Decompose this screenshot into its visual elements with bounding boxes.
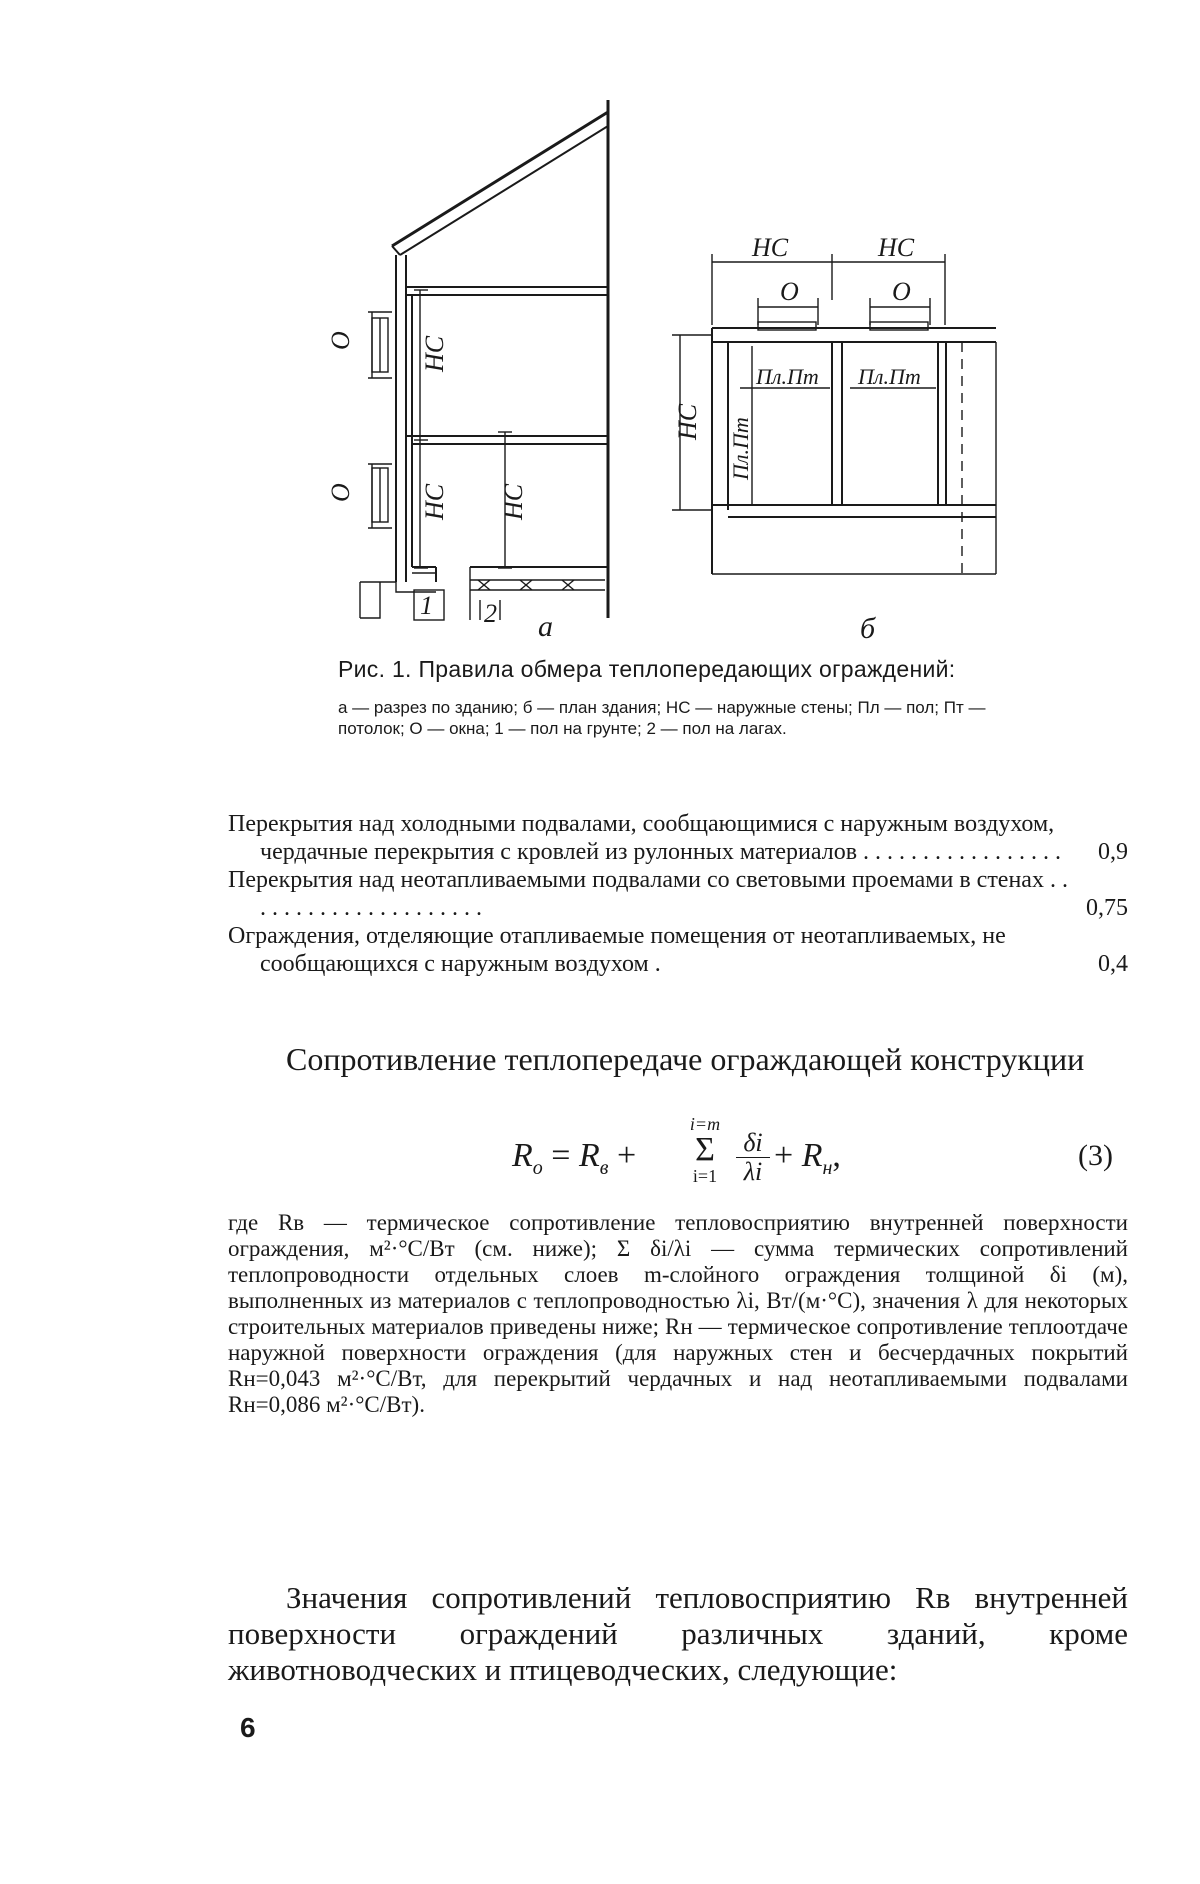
label-hs-long: НС bbox=[499, 483, 528, 520]
coefficient-text: Ограждения, отделяющие отапливаемые помещения от неотапливаемых, не сообщающихся с наружным воздухом . bbox=[228, 923, 1006, 977]
label-plpt-left: Пл.Пт bbox=[756, 364, 819, 389]
label-hs-lower: НС bbox=[420, 483, 449, 520]
paragraph-values-intro: Значения сопротивлений тепловосприятию Rв внутренней поверхности ограждений различных зданий, кроме животноводческих и птицеводческих, следующие: bbox=[228, 1580, 1128, 1687]
label-a: а bbox=[538, 610, 553, 640]
label-o-lower: О bbox=[326, 483, 355, 502]
coefficient-list bbox=[228, 810, 1128, 978]
label-o-right: О bbox=[892, 277, 911, 306]
label-o-left: О bbox=[780, 277, 799, 306]
label-hs-top-right: НС bbox=[878, 233, 915, 262]
plan-view-b bbox=[672, 233, 996, 640]
coefficient-value: 0,75 bbox=[1086, 895, 1128, 921]
label-b: б bbox=[860, 612, 876, 640]
formula-3 bbox=[0, 1115, 1200, 1205]
formula-number: (3) bbox=[1078, 1139, 1113, 1172]
label-hs-upper: НС bbox=[420, 335, 449, 372]
coefficient-row bbox=[228, 866, 1128, 922]
label-one: 1 bbox=[420, 591, 433, 620]
label-plpt-vertical: Пл.Пт bbox=[728, 417, 753, 480]
label-hs-top-left: НС bbox=[752, 233, 789, 262]
label-o-upper: О bbox=[326, 331, 355, 350]
coefficient-row bbox=[228, 922, 1128, 978]
formula-rhs: + $R_н$, bbox=[774, 1137, 841, 1179]
coefficient-row bbox=[228, 810, 1128, 866]
label-two: 2 bbox=[484, 599, 497, 628]
label-plpt-right: Пл.Пт bbox=[858, 364, 921, 389]
section-view-a bbox=[326, 100, 608, 640]
figure-drawing bbox=[0, 0, 1200, 640]
coefficient-text: Перекрытия над холодными подвалами, сообщающимися с наружным воздухом, чердачные перекрытия с кровлей из рулонных материалов . . . . . . . . . . . . . . . . . bbox=[228, 811, 1062, 865]
coefficient-value: 0,4 bbox=[1098, 951, 1128, 977]
page-number: 6 bbox=[240, 1712, 256, 1743]
label-hs-left: НС bbox=[673, 403, 702, 440]
coefficient-text: Перекрытия над неотапливаемыми подвалами со световыми проемами в стенах . . . . . . . . . . . . . . . . . . . . . bbox=[228, 867, 1068, 921]
paragraph-resistance-intro: Сопротивление теплопередаче ограждающей конструкции bbox=[286, 1041, 1085, 1077]
formula-sum: i=m Σ i=1 bbox=[689, 1114, 721, 1186]
figure-caption bbox=[338, 655, 1038, 739]
coefficient-value: 0,9 bbox=[1098, 839, 1128, 865]
caption-title: Рис. 1. Правила обмера теплопередающих ограждений: bbox=[338, 656, 956, 682]
formula-fraction: $\frac{\delta i}{\lambda i}$ bbox=[736, 1129, 770, 1186]
caption-legend: а — разрез по зданию; б — план здания; НС — наружные стены; Пл — пол; Пт — потолок; О — окна; 1 — пол на грунте; 2 — пол на лагах. bbox=[338, 698, 986, 738]
formula-lhs: $R_о = R_в$ + bbox=[512, 1137, 637, 1179]
paragraph-definitions: где Rв — термическое сопротивление тепловосприятию внутренней поверхности ограждения, м²·°С/Вт (см. ниже); Σ δi/λi — сумма термических сопротивлений теплопроводности отдельных слоев m-слойного ограждения толщиной δi (м), выполненных из материалов с теплопроводностью λi, Вт/(м·°С), значения λ для некоторых строительных материалов приведены ниже; Rн — термическое сопротивление теплоотдаче наружной поверхности ограждения (для наружных стен и бесчердачных покрытий Rн=0,043 м²·°С/Вт, для перекрытий чердачных и над неотапливаемыми подвалами Rн=0,086 м²·°С/Вт). bbox=[228, 1210, 1128, 1417]
